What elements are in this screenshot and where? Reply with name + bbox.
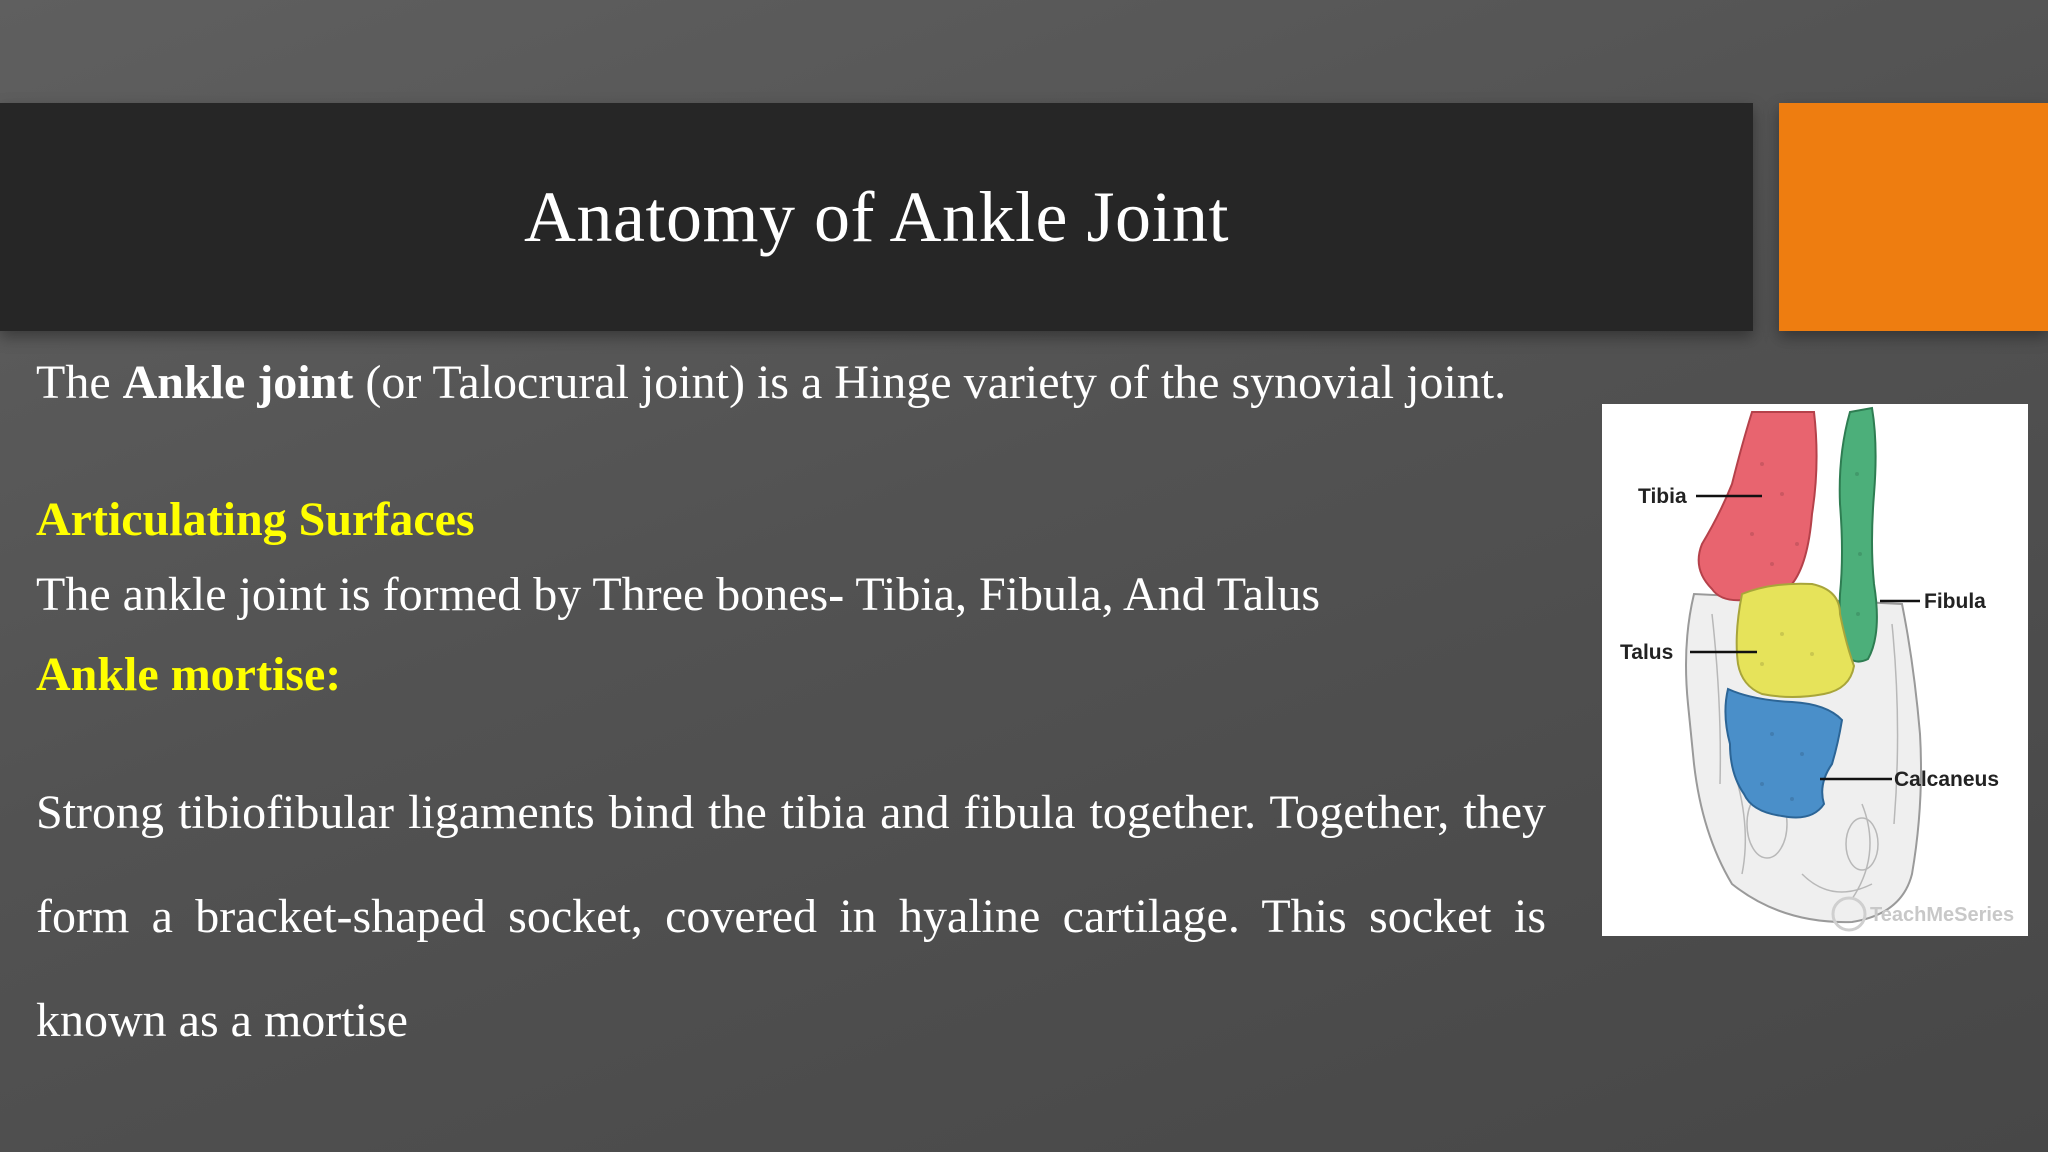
bones-prefix: The ankle joint is formed by Three bones: [36, 568, 829, 621]
label-fibula: Fibula: [1924, 590, 1986, 613]
tibia-bone: [1699, 412, 1817, 600]
intro-suffix: (or Talocrural joint) is a Hinge variety of the synovial joint.: [353, 356, 1507, 409]
bones-paragraph: [36, 567, 1320, 622]
fibula-bone: [1840, 408, 1877, 662]
slide-content: [36, 355, 1546, 1047]
label-talus: Talus: [1620, 641, 1674, 664]
intro-paragraph: [36, 355, 1546, 411]
intro-bold-term: Ankle joint: [122, 356, 354, 409]
heading-articulating-surfaces: Articulating Surfaces: [36, 493, 475, 546]
talus-bone: [1737, 584, 1854, 697]
bones-suffix: Tibia, Fibula, And Talus: [844, 568, 1321, 621]
ankle-anatomy-illustration: [1602, 404, 2028, 936]
ankle-anatomy-figure: [1602, 404, 2028, 936]
label-calcaneus: Calcaneus: [1894, 768, 2000, 791]
orange-accent-block: [1779, 103, 2048, 331]
intro-prefix: The: [36, 356, 123, 409]
label-tibia: Tibia: [1638, 485, 1687, 508]
watermark-text: TeachMeSeries: [1870, 904, 2015, 926]
heading-ankle-mortise: Ankle mortise:: [36, 648, 342, 701]
slide-title: Anatomy of Ankle Joint: [524, 176, 1229, 257]
bones-dash: -: [828, 568, 845, 621]
mortise-paragraph: Strong tibiofibular ligaments bind the tibia and fibula together. Together, they form a bracket-shaped socket, covered in hyaline cartilage. This socket is known as a mortise: [36, 786, 1546, 1047]
title-bar: [0, 103, 1753, 331]
